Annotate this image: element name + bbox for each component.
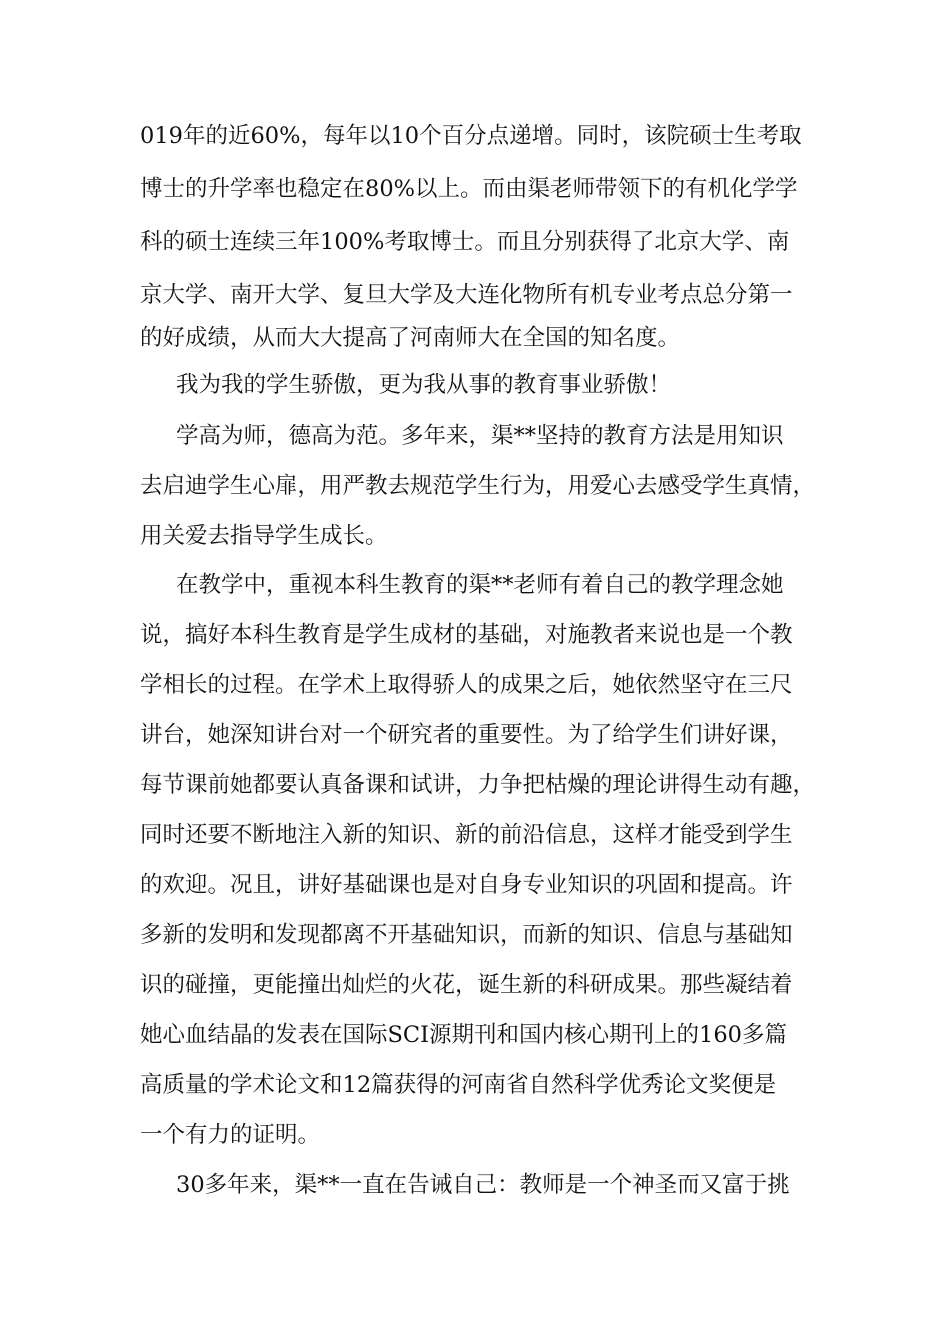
text-line: 同时还要不断地注入新的知识、新的前沿信息，这样才能受到学生 bbox=[140, 822, 793, 848]
text-line: 用关爱去指导学生成长。 bbox=[140, 523, 388, 549]
text-line: 学高为师，德高为范。多年来，渠**坚持的教育方法是用知识 bbox=[176, 423, 784, 449]
text-line: 多新的发明和发现都离不开基础知识，而新的知识、信息与基础知 bbox=[140, 922, 793, 948]
text-line: 我为我的学生骄傲，更为我从事的教育事业骄傲！ bbox=[176, 372, 672, 398]
text-line: 说，搞好本科生教育是学生成材的基础，对施教者来说也是一个教 bbox=[140, 622, 793, 648]
text-line: 高质量的学术论文和12篇获得的河南省自然科学优秀论文奖便是 bbox=[140, 1072, 777, 1098]
text-line: 30多年来，渠**一直在告诫自己：教师是一个神圣而又富于挑 bbox=[176, 1172, 790, 1198]
text-line: 019年的近60%，每年以10个百分点递增。同时，该院硕士生考取 bbox=[140, 123, 802, 149]
text-line: 京大学、南开大学、复旦大学及大连化物所有机专业考点总分第一 bbox=[140, 282, 793, 308]
text-line: 学相长的过程。在学术上取得骄人的成果之后，她依然坚守在三尺 bbox=[140, 672, 793, 698]
text-line: 她心血结晶的发表在国际SCI源期刊和国内核心期刊上的160多篇 bbox=[140, 1022, 787, 1048]
text-line: 的好成绩，从而大大提高了河南师大在全国的知名度。 bbox=[140, 325, 681, 351]
text-line: 去启迪学生心扉，用严教去规范学生行为，用爱心去感受学生真情， bbox=[140, 473, 816, 499]
text-line: 识的碰撞，更能撞出灿烂的火花，诞生新的科研成果。那些凝结着 bbox=[140, 972, 793, 998]
text-line: 的欢迎。况且，讲好基础课也是对自身专业知识的巩固和提高。许 bbox=[140, 872, 793, 898]
text-line: 一个有力的证明。 bbox=[140, 1122, 321, 1148]
text-line: 博士的升学率也稳定在80%以上。而由渠老师带领下的有机化学学 bbox=[140, 176, 798, 202]
text-line: 科的硕士连续三年100%考取博士。而且分别获得了北京大学、南 bbox=[140, 229, 790, 255]
text-line: 在教学中，重视本科生教育的渠**老师有着自己的教学理念她 bbox=[176, 572, 784, 598]
text-line: 讲台，她深知讲台对一个研究者的重要性。为了给学生们讲好课， bbox=[140, 722, 793, 748]
text-line: 每节课前她都要认真备课和试讲，力争把枯燥的理论讲得生动有趣， bbox=[140, 772, 816, 798]
